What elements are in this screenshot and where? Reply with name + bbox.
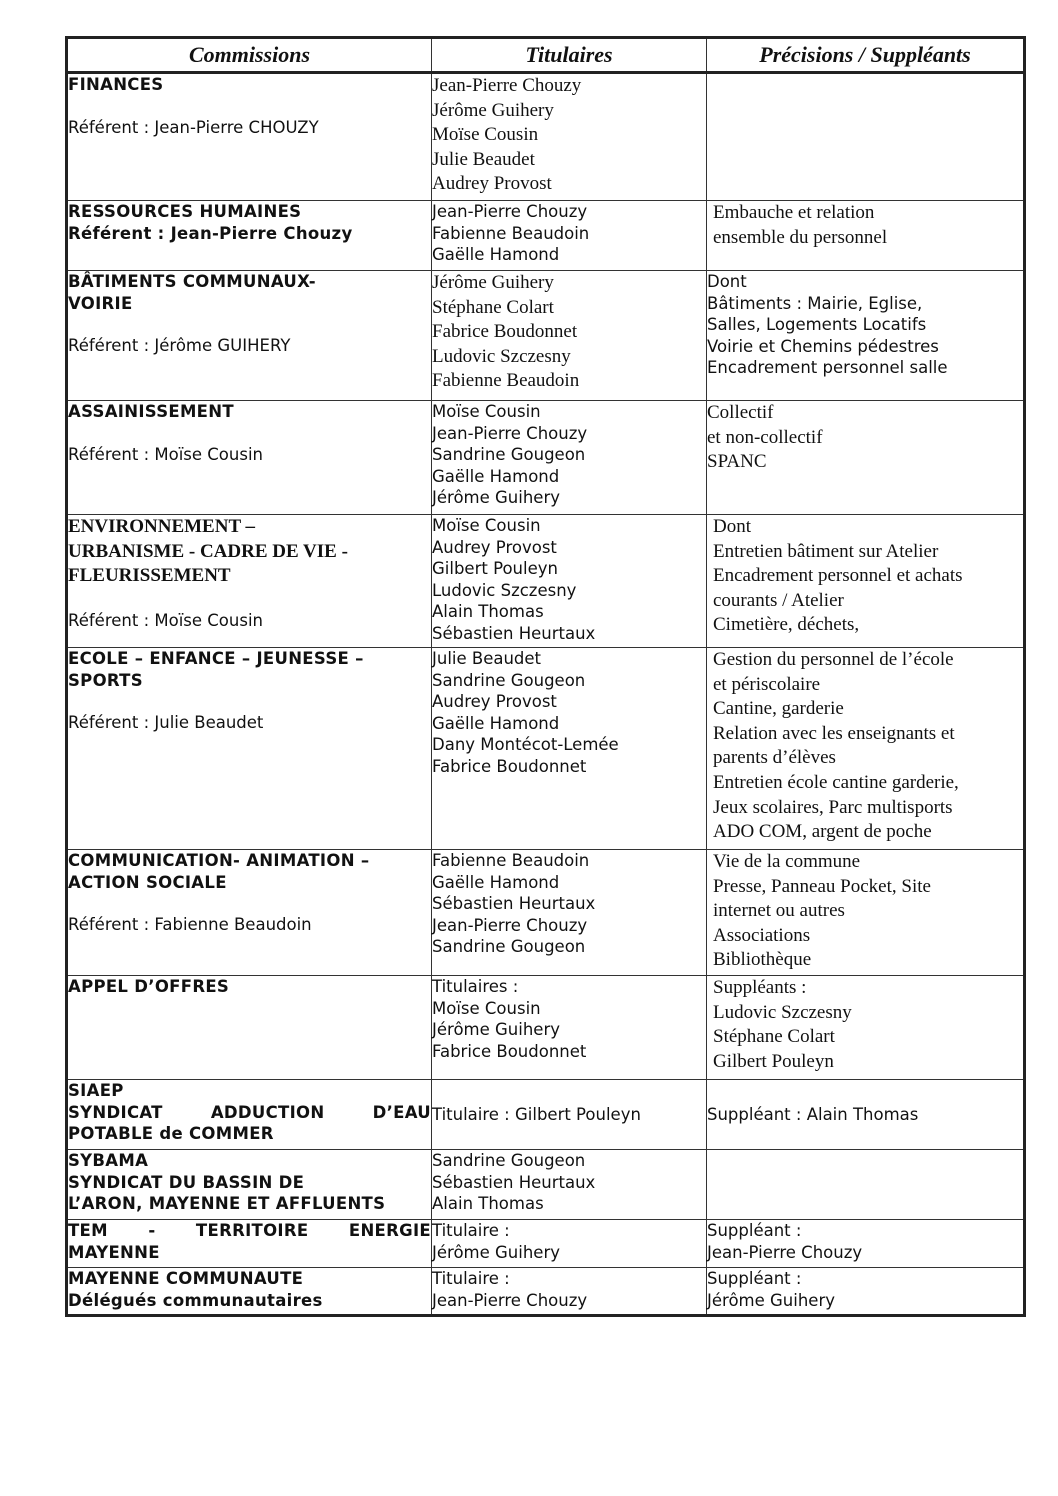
titulaire-name: Fabrice Boudonnet (432, 756, 587, 776)
precision-line: ADO COM, argent de poche (713, 821, 932, 843)
precision-line: Bibliothèque (713, 949, 812, 971)
titulaires-cell (432, 201, 707, 271)
header-precisions: Précisions / Suppléants (707, 38, 1025, 73)
table-row-ressources-humaines (67, 201, 1025, 271)
commission-cell (67, 1150, 432, 1220)
commission-cell (67, 515, 432, 648)
commission-subtitle: Délégués communautaires (68, 1290, 323, 1310)
titulaire-name: Gaëlle Hamond (432, 713, 560, 733)
table-header-row (67, 38, 1025, 73)
precision-line: ensemble du personnel (713, 226, 888, 248)
precision-line: Associations (713, 924, 811, 946)
titulaire-name: Sébastien Heurtaux (432, 1172, 596, 1192)
titulaire-name: Jérôme Guihery (432, 488, 560, 507)
titulaire-name: Audrey Provost (432, 173, 552, 195)
titulaire-name: Sandrine Gougeon (432, 670, 586, 690)
commission-title: ENVIRONNEMENT – (68, 516, 256, 537)
precisions-cell (707, 1150, 1025, 1220)
commission-cell (67, 271, 432, 401)
commission-referent: Référent : Moïse Cousin (68, 444, 264, 464)
commission-title: SYNDICAT ADDUCTION D’EAU (68, 1102, 431, 1122)
commission-cell (67, 1268, 432, 1316)
precision-line: parents d’élèves (713, 747, 836, 769)
titulaire-name: Dany Montécot-Lemée (432, 735, 619, 754)
commission-title: BÂTIMENTS COMMUNAUX- (68, 272, 316, 291)
titulaire-name: Fabrice Boudonnet (432, 1041, 587, 1061)
titulaires-cell (432, 1268, 707, 1316)
precision-line: Entretien bâtiment sur Atelier (713, 540, 939, 562)
precisions-cell (707, 1080, 1025, 1150)
table-row-mayenne-communaute (67, 1268, 1025, 1316)
header-titulaires: Titulaires (432, 38, 707, 73)
titulaire-name: Jean-Pierre Chouzy (432, 75, 582, 96)
titulaire-name: Moïse Cousin (432, 124, 539, 146)
titulaires-cell (432, 515, 707, 648)
suppleant-name: Jean-Pierre Chouzy (707, 1242, 863, 1262)
commission-cell (67, 401, 432, 515)
suppleant-heading: Suppléant : (707, 1221, 802, 1240)
titulaires-cell (432, 976, 707, 1080)
titulaire-name: Jean-Pierre Chouzy (432, 202, 588, 221)
precision-line: Encadrement personnel et achats (713, 565, 963, 587)
titulaire-name: Fabrice Boudonnet (432, 321, 578, 343)
suppleant-heading: Suppléants : (713, 977, 807, 998)
titulaire-name: Titulaire : Gilbert Pouleyn (432, 1104, 641, 1124)
precision-line: Entretien école cantine garderie, (713, 771, 959, 793)
precision-line: Bâtiments : Mairie, Eglise, (707, 293, 923, 313)
table-row-assainissement (67, 401, 1025, 515)
titulaires-cell (432, 1220, 707, 1268)
titulaires-cell (432, 1150, 707, 1220)
titulaire-name: Jérôme Guihery (432, 272, 554, 293)
table-row-sybama (67, 1150, 1025, 1220)
commission-referent: Référent : Fabienne Beaudoin (68, 915, 312, 934)
titulaire-name: Gaëlle Hamond (432, 466, 560, 486)
commission-title: MAYENNE COMMUNAUTE (68, 1269, 304, 1288)
commission-title: VOIRIE (68, 293, 133, 313)
titulaire-name: Gaëlle Hamond (432, 872, 560, 892)
titulaires-cell (432, 850, 707, 976)
precision-line: Collectif (707, 402, 774, 423)
suppleant-heading: Suppléant : (707, 1269, 802, 1288)
table-row-ecole (67, 648, 1025, 850)
titulaire-name: Jérôme Guihery (432, 1020, 560, 1039)
precisions-cell (707, 515, 1025, 648)
titulaire-heading: Titulaires : (432, 977, 519, 996)
titulaires-cell (432, 401, 707, 515)
titulaire-name: Jean-Pierre Chouzy (432, 915, 588, 935)
titulaire-name: Julie Beaudet (432, 148, 535, 170)
titulaire-name: Audrey Provost (432, 692, 557, 711)
commission-referent: Référent : Jean-Pierre CHOUZY (68, 117, 319, 137)
precision-line: Gestion du personnel de l’école (713, 649, 954, 670)
titulaires-cell (432, 271, 707, 401)
titulaire-name: Alain Thomas (432, 1194, 544, 1213)
precision-line: internet ou autres (713, 900, 845, 922)
titulaire-name: Gilbert Pouleyn (432, 559, 558, 578)
commission-title: APPEL D’OFFRES (68, 977, 230, 996)
titulaire-name: Julie Beaudet (432, 649, 542, 668)
precision-line: Dont (713, 516, 751, 537)
commission-title: MAYENNE (68, 1242, 160, 1262)
commission-cell (67, 201, 432, 271)
precision-line: Relation avec les enseignants et (713, 722, 955, 744)
precision-line: Cimetière, déchets, (713, 614, 860, 636)
titulaire-name: Jérôme Guihery (432, 1242, 560, 1262)
document-page (65, 36, 1023, 1317)
precisions-cell (707, 201, 1025, 271)
titulaire-name: Sébastien Heurtaux (432, 623, 596, 643)
table-row-siaep (67, 1080, 1025, 1150)
table-row-communication (67, 850, 1025, 976)
commission-title: URBANISME - CADRE DE VIE - (68, 540, 348, 562)
suppleant-name: Stéphane Colart (713, 1026, 835, 1048)
titulaire-name: Stéphane Colart (432, 296, 554, 318)
commission-title: FINANCES (68, 75, 164, 94)
suppleant-name: Jérôme Guihery (707, 1290, 835, 1310)
titulaire-name: Ludovic Szczesny (432, 580, 577, 600)
precisions-cell (707, 648, 1025, 850)
precisions-cell (707, 271, 1025, 401)
titulaire-name: Gaëlle Hamond (432, 245, 560, 264)
precision-line: et non-collectif (707, 426, 823, 448)
table-row-batiments-voirie (67, 271, 1025, 401)
table-row-finances (67, 73, 1025, 201)
precision-line: Presse, Panneau Pocket, Site (713, 875, 931, 897)
titulaire-name: Moïse Cousin (432, 516, 541, 535)
titulaire-name: Sandrine Gougeon (432, 445, 586, 464)
precision-line: Jeux scolaires, Parc multisports (713, 796, 953, 818)
commission-title: L’ARON, MAYENNE ET AFFLUENTS (68, 1194, 386, 1213)
titulaire-name: Ludovic Szczesny (432, 345, 571, 367)
commission-cell (67, 976, 432, 1080)
titulaires-cell (432, 648, 707, 850)
precisions-cell (707, 850, 1025, 976)
titulaire-name: Audrey Provost (432, 537, 557, 557)
commission-referent: Référent : Jean-Pierre Chouzy (68, 223, 353, 243)
titulaire-name: Sandrine Gougeon (432, 937, 586, 956)
precision-line: et périscolaire (713, 673, 821, 695)
precision-line: Dont (707, 272, 747, 291)
commission-cell (67, 1220, 432, 1268)
precision-line: Encadrement personnel salle (707, 358, 948, 377)
titulaires-cell (432, 73, 707, 201)
titulaire-name: Fabienne Beaudoin (432, 370, 580, 392)
commission-title: SIAEP (68, 1081, 124, 1100)
titulaire-name: Jean-Pierre Chouzy (432, 423, 588, 443)
commission-title: COMMUNICATION- ANIMATION – (68, 851, 370, 870)
precision-line: Salles, Logements Locatifs (707, 315, 927, 334)
commission-title: SYNDICAT DU BASSIN DE (68, 1172, 305, 1192)
precision-line: Vie de la commune (713, 851, 861, 872)
suppleant-name: Suppléant : Alain Thomas (707, 1104, 919, 1124)
commission-cell (67, 1080, 432, 1150)
precisions-cell (707, 73, 1025, 201)
precision-line: Embauche et relation (713, 202, 875, 223)
titulaire-name: Jean-Pierre Chouzy (432, 1290, 588, 1310)
precisions-cell (707, 1220, 1025, 1268)
commission-title: SYBAMA (68, 1151, 149, 1170)
titulaire-name: Sandrine Gougeon (432, 1151, 586, 1170)
commission-title: FLEURISSEMENT (68, 565, 231, 587)
titulaire-heading: Titulaire : (432, 1269, 510, 1288)
table-row-tem (67, 1220, 1025, 1268)
titulaire-name: Jérôme Guihery (432, 99, 554, 121)
titulaire-name: Alain Thomas (432, 602, 544, 621)
commission-title: RESSOURCES HUMAINES (68, 202, 302, 221)
precisions-cell (707, 976, 1025, 1080)
suppleant-name: Gilbert Pouleyn (713, 1050, 834, 1072)
suppleant-name: Ludovic Szczesny (713, 1001, 852, 1023)
precisions-cell (707, 1268, 1025, 1316)
commission-title: ACTION SOCIALE (68, 872, 227, 892)
commissions-table (65, 36, 1026, 1317)
titulaire-name: Fabienne Beaudoin (432, 223, 590, 243)
titulaire-name: Moïse Cousin (432, 998, 541, 1018)
table-row-appel-offres (67, 976, 1025, 1080)
titulaire-heading: Titulaire : (432, 1221, 510, 1240)
precisions-cell (707, 401, 1025, 515)
titulaire-name: Fabienne Beaudoin (432, 851, 590, 870)
commission-title: ASSAINISSEMENT (68, 402, 234, 421)
commission-cell (67, 73, 432, 201)
precision-line: Cantine, garderie (713, 698, 844, 720)
titulaires-cell (432, 1080, 707, 1150)
commission-title: ECOLE – ENFANCE – JEUNESSE – (68, 649, 364, 668)
commission-title: TEM - TERRITOIRE ENERGIE (68, 1221, 431, 1240)
commission-referent: Référent : Jérôme GUIHERY (68, 336, 291, 355)
commission-title: SPORTS (68, 670, 143, 690)
commission-referent: Référent : Julie Beaudet (68, 713, 264, 732)
commission-referent: Référent : Moïse Cousin (68, 610, 264, 630)
titulaire-name: Sébastien Heurtaux (432, 894, 596, 913)
titulaire-name: Moïse Cousin (432, 402, 541, 421)
header-commissions: Commissions (67, 38, 432, 73)
table-row-environnement (67, 515, 1025, 648)
precision-line: courants / Atelier (713, 589, 844, 611)
commission-cell (67, 648, 432, 850)
commission-title: POTABLE de COMMER (68, 1124, 274, 1143)
commission-cell (67, 850, 432, 976)
precision-line: Voirie et Chemins pédestres (707, 336, 939, 356)
precision-line: SPANC (707, 451, 767, 473)
